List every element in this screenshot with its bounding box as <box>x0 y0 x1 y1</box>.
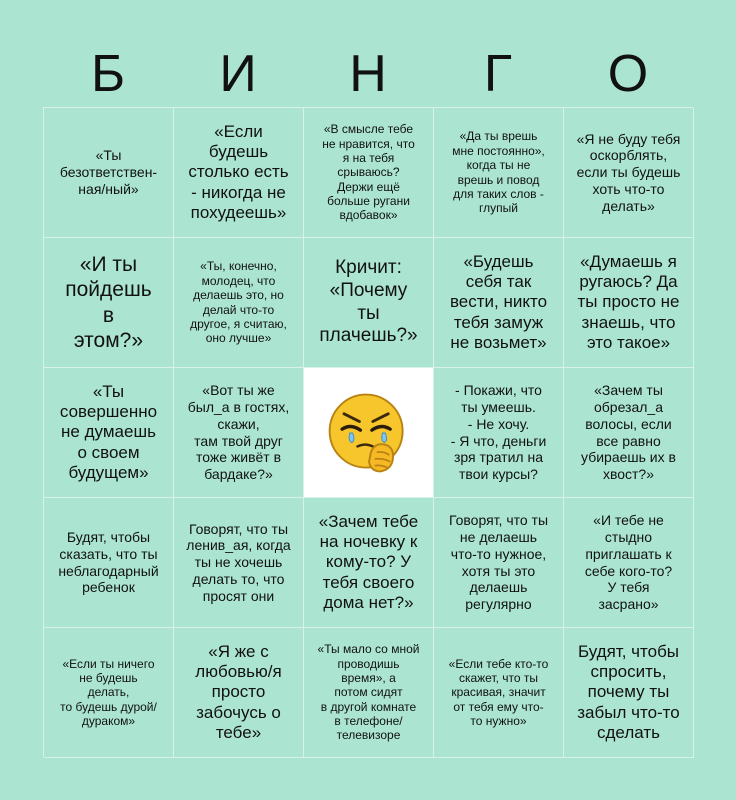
bingo-cell[interactable]: «Ты, конечно, молодец, что делаешь это, но делай что-то другое, я считаю, оно лучше» <box>174 238 304 368</box>
bingo-cell[interactable]: «Да ты врешь мне постоянно», когда ты не врешь и повод для таких слов - глупый <box>434 108 564 238</box>
bingo-board <box>43 107 693 757</box>
header-letter-i: И <box>219 44 257 103</box>
bingo-cell[interactable]: «Зачем тебе на ночевку к кому-то? У тебя своего дома нет?» <box>304 498 434 628</box>
bingo-cell[interactable]: «Зачем ты обрезал_а волосы, если все равно убираешь их в хвост?» <box>564 368 694 498</box>
crying-pleading-emoji-icon <box>321 385 417 481</box>
bingo-cell[interactable]: «Вот ты же был_а в гостях, скажи, там твой друг тоже живёт в бардаке?» <box>174 368 304 498</box>
header-letter-g: Г <box>483 44 513 103</box>
bingo-cell[interactable]: Будят, чтобы спросить, почему ты забыл что-то сделать <box>564 628 694 758</box>
bingo-cell[interactable]: «Я же с любовью/я просто забочусь о тебе» <box>174 628 304 758</box>
free-space-cell[interactable] <box>304 368 434 498</box>
bingo-header <box>43 40 693 107</box>
bingo-cell[interactable]: «Если будешь столько есть - никогда не похудеешь» <box>174 108 304 238</box>
bingo-cell[interactable]: «Ты мало со мной проводишь время», а потом сидят в другой комнате в телефоне/ телевизоре <box>304 628 434 758</box>
bingo-cell[interactable]: «Я не буду тебя оскорблять, если ты будешь хоть что-то делать» <box>564 108 694 238</box>
bingo-cell[interactable]: - Покажи, что ты умеешь. - Не хочу. - Я что, деньги зря тратил на твои курсы? <box>434 368 564 498</box>
header-letter-n: Н <box>349 44 387 103</box>
bingo-cell[interactable]: «Ты совершенно не думаешь о своем будущем» <box>44 368 174 498</box>
bingo-cell[interactable]: «И тебе не стыдно приглашать к себе кого-то? У тебя засрано» <box>564 498 694 628</box>
bingo-cell[interactable]: «Думаешь я ругаюсь? Да ты просто не знаешь, что это такое» <box>564 238 694 368</box>
bingo-cell[interactable]: «И ты пойдешь в этом?» <box>44 238 174 368</box>
bingo-cell[interactable]: «Если ты ничего не будешь делать, то будешь дурой/ дураком» <box>44 628 174 758</box>
bingo-cell[interactable]: «Будешь себя так вести, никто тебя замуж не возьмет» <box>434 238 564 368</box>
bingo-cell[interactable]: «В смысле тебе не нравится, что я на тебя срываюсь? Держи ещё больше ругани вдобавок» <box>304 108 434 238</box>
bingo-cell[interactable]: Говорят, что ты ленив_ая, когда ты не хочешь делать то, что просят они <box>174 498 304 628</box>
bingo-cell[interactable]: Говорят, что ты не делаешь что-то нужное, хотя ты это делаешь регулярно <box>434 498 564 628</box>
bingo-cell[interactable]: Кричит: «Почему ты плачешь?» <box>304 238 434 368</box>
bingo-cell[interactable]: «Если тебе кто-то скажет, что ты красивая, значит от тебя ему что- то нужно» <box>434 628 564 758</box>
header-letter-o: О <box>607 44 649 103</box>
bingo-cell[interactable]: Будят, чтобы сказать, что ты неблагодарный ребенок <box>44 498 174 628</box>
header-letter-b: Б <box>90 44 126 103</box>
bingo-cell[interactable]: «Ты безответствен- ная/ный» <box>44 108 174 238</box>
